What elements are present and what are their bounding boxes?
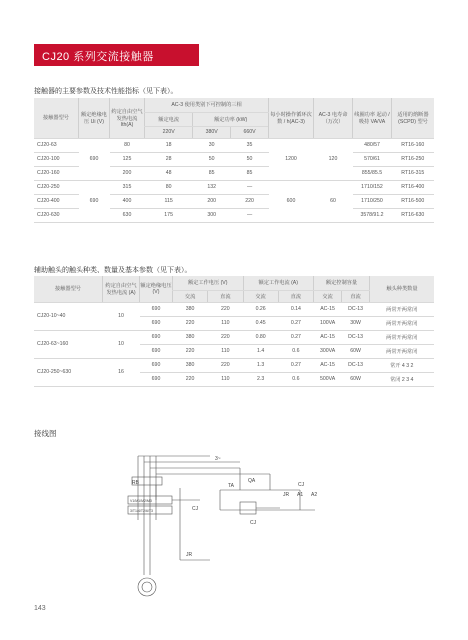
label-a1: A1 [297, 492, 304, 498]
cell-220: 48 [145, 166, 193, 180]
cell-coil: 3578/91.2 [353, 208, 392, 222]
cell-model: CJ20-160 [34, 166, 79, 180]
cell-ith: 125 [110, 152, 145, 166]
label-phase: 3~ [215, 456, 221, 462]
cell-model: CJ20-63 [34, 138, 79, 152]
th-ac: 交流 [173, 290, 208, 302]
th-aux-rated-current: 额定工作电流 (A) [243, 276, 314, 290]
th-ac: 交流 [314, 290, 342, 302]
label-ta: TA [228, 483, 235, 489]
cell-aux-value: 690 [140, 316, 173, 330]
cell-model: CJ20-630 [34, 208, 79, 222]
cell-ith: 200 [110, 166, 145, 180]
cell-ops: 1200 [269, 138, 314, 180]
th-aux-contacts: 触头种类数量 [370, 276, 435, 302]
cell-aux-value: 常开 4 3 2 [370, 358, 435, 372]
page-title-bar [34, 44, 199, 66]
main-table-caption: 接触器的主要参数及技术性能指标（见下表）。 [34, 88, 178, 95]
cell-aux-value: 0.27 [278, 330, 313, 344]
cell-380: 50 [193, 152, 231, 166]
cell-model: CJ20-100 [34, 152, 79, 166]
th-220v: 220V [145, 126, 193, 138]
cell-ith: 315 [110, 180, 145, 194]
cell-aux-value: 100VA [314, 316, 342, 330]
cell-aux-value: 0.45 [243, 316, 278, 330]
cell-aux-value: 0.27 [278, 316, 313, 330]
wiring-caption: 接线图 [34, 429, 57, 438]
label-qa: QA [248, 478, 256, 484]
table-row [34, 138, 434, 152]
cell-aux-value: 380 [173, 358, 208, 372]
cell-aux-value: 690 [140, 302, 173, 316]
th-660v: 660V [231, 126, 269, 138]
cell-aux-value: 220 [208, 330, 243, 344]
cell-aux-value: 0.26 [243, 302, 278, 316]
th-ops-per-hour: 每小时操作循环次数 / h(AC-3) [269, 98, 314, 138]
cell-aux-ith: 16 [103, 358, 140, 386]
th-aux-control-cap: 额定控制容量 [314, 276, 370, 290]
wiring-diagram [120, 450, 350, 600]
cell-fuse: RT16-400 [392, 180, 435, 194]
cell-aux-value: 220 [173, 316, 208, 330]
cell-aux-value: 220 [208, 302, 243, 316]
th-rated-current: 额定电流 [145, 112, 193, 126]
label-jr: JR [283, 492, 290, 498]
main-spec-table [34, 98, 434, 223]
label-box2: 3/T1/4/T2/6/T3 [130, 509, 153, 513]
cell-aux-value: 690 [140, 358, 173, 372]
cell-660: — [231, 180, 269, 194]
cell-aux-value: 380 [173, 302, 208, 316]
cell-380: 30 [193, 138, 231, 152]
cell-aux-value: 两常开两常闭 [370, 302, 435, 316]
page-title: CJ20 系列交流接触器 [42, 51, 154, 63]
cell-aux-model: CJ20-250~630 [34, 358, 103, 386]
cell-220: 80 [145, 180, 193, 194]
cell-aux-ith: 10 [103, 302, 140, 330]
cell-aux-value: 690 [140, 330, 173, 344]
aux-spec-table [34, 276, 434, 387]
cell-ith: 80 [110, 138, 145, 152]
cell-aux-value: 110 [208, 372, 243, 386]
th-coil-power: 线圈功率 起动 / 吸持 VA/VA [353, 98, 392, 138]
cell-aux-value: 500VA [314, 372, 342, 386]
cell-aux-value: AC-15 [314, 302, 342, 316]
cell-aux-value: 0.6 [278, 344, 313, 358]
cell-380: 85 [193, 166, 231, 180]
table-row [34, 358, 434, 372]
cell-model: CJ20-400 [34, 194, 79, 208]
cell-660: 50 [231, 152, 269, 166]
cell-380: 132 [193, 180, 231, 194]
cell-aux-value: 2.3 [243, 372, 278, 386]
cell-aux-value: 60W [342, 372, 370, 386]
cell-ui: 690 [79, 138, 110, 180]
th-fuse: 适用的熔断器 (SCPD) 型号 [392, 98, 435, 138]
table-row [34, 302, 434, 316]
th-rated-voltage: 额定绝缘电压 Ui (V) [79, 98, 110, 138]
cell-aux-value: AC-15 [314, 358, 342, 372]
cell-220: 115 [145, 194, 193, 208]
cell-aux-value: 690 [140, 344, 173, 358]
cell-aux-value: 两常开两常闭 [370, 316, 435, 330]
aux-table-caption: 辅助触头的触头种类、数量及基本参数（见下表）。 [34, 267, 192, 274]
cell-aux-value: DC-13 [342, 302, 370, 316]
cell-aux-ith: 10 [103, 330, 140, 358]
cell-coil: 1710/152 [353, 180, 392, 194]
cell-aux-value: 300VA [314, 344, 342, 358]
cell-aux-value: DC-13 [342, 358, 370, 372]
cell-ops: 600 [269, 180, 314, 222]
cell-660: 35 [231, 138, 269, 152]
cell-coil: 1710/250 [353, 194, 392, 208]
cell-aux-value: AC-15 [314, 330, 342, 344]
page-number: 143 [34, 605, 46, 612]
th-dc: 直流 [278, 290, 313, 302]
cell-ith: 400 [110, 194, 145, 208]
cell-aux-model: CJ20-10~40 [34, 302, 103, 330]
cell-fuse: RT16-160 [392, 138, 435, 152]
th-ac: 交流 [243, 290, 278, 302]
label-cj-mid: CJ [192, 506, 199, 512]
th-380v: 380V [193, 126, 231, 138]
th-aux-model: 接触器型号 [34, 276, 103, 302]
cell-aux-value: 110 [208, 344, 243, 358]
th-thermal-current: 约定自由空气发热电流 Ith(A) [110, 98, 145, 138]
cell-aux-value: 110 [208, 316, 243, 330]
cell-fuse: RT16-500 [392, 194, 435, 208]
th-dc: 直流 [342, 290, 370, 302]
cell-aux-value: 两常开两常闭 [370, 330, 435, 344]
cell-life: 120 [314, 138, 353, 180]
cell-aux-value: 0.14 [278, 302, 313, 316]
label-cj-top: CJ [298, 482, 305, 488]
th-rated-power: 额定功率 (kW) [193, 112, 269, 126]
label-jr-low: JR [186, 552, 193, 558]
cell-ith: 630 [110, 208, 145, 222]
table-row [34, 330, 434, 344]
label-rb: RB [132, 480, 139, 486]
cell-life: 60 [314, 180, 353, 222]
cell-coil: 855/85.5 [353, 166, 392, 180]
cell-aux-value: 1.4 [243, 344, 278, 358]
th-aux-voltage: 额定绝缘电压 (V) [140, 276, 173, 302]
cell-380: 200 [193, 194, 231, 208]
cell-aux-value: DC-13 [342, 330, 370, 344]
cell-coil: 480/57 [353, 138, 392, 152]
cell-aux-value: 220 [173, 372, 208, 386]
cell-aux-value: 两常开两常闭 [370, 344, 435, 358]
cell-aux-value: 690 [140, 372, 173, 386]
cell-aux-value: 220 [208, 358, 243, 372]
cell-aux-value: 1.3 [243, 358, 278, 372]
cell-aux-value: 30W [342, 316, 370, 330]
th-electrical-life: AC-3 电寿命（万次） [314, 98, 353, 138]
cell-380: 300 [193, 208, 231, 222]
cell-220: 28 [145, 152, 193, 166]
cell-fuse: RT16-315 [392, 166, 435, 180]
cell-aux-value: 60W [342, 344, 370, 358]
cell-model: CJ20-250 [34, 180, 79, 194]
cell-ui: 690 [79, 180, 110, 222]
cell-aux-value: 0.27 [278, 358, 313, 372]
th-model: 接触器型号 [34, 98, 79, 138]
label-a2: A2 [311, 492, 318, 498]
cell-aux-value: 0.6 [278, 372, 313, 386]
cell-220: 175 [145, 208, 193, 222]
cell-660: 220 [231, 194, 269, 208]
label-box1: V1/M1/M2/M3 [130, 499, 152, 503]
cell-220: 18 [145, 138, 193, 152]
cell-aux-value: 常闭 2 3 4 [370, 372, 435, 386]
th-aux-ith: 约定自由空气发热电流 (A) [103, 276, 140, 302]
table-row [34, 180, 434, 194]
cell-aux-model: CJ20-63~160 [34, 330, 103, 358]
cell-aux-value: 0.80 [243, 330, 278, 344]
cell-660: — [231, 208, 269, 222]
cell-aux-value: 220 [173, 344, 208, 358]
cell-coil: 570/61 [353, 152, 392, 166]
th-ac3-group: AC-3 使用类别下可控制的三相 [145, 98, 269, 112]
cell-aux-value: 380 [173, 330, 208, 344]
th-dc: 直流 [208, 290, 243, 302]
cell-fuse: RT16-630 [392, 208, 435, 222]
cell-660: 85 [231, 166, 269, 180]
cell-fuse: RT16-250 [392, 152, 435, 166]
label-cj-low: CJ [250, 520, 257, 526]
th-aux-rated-voltage: 额定工作电压 (V) [173, 276, 244, 290]
